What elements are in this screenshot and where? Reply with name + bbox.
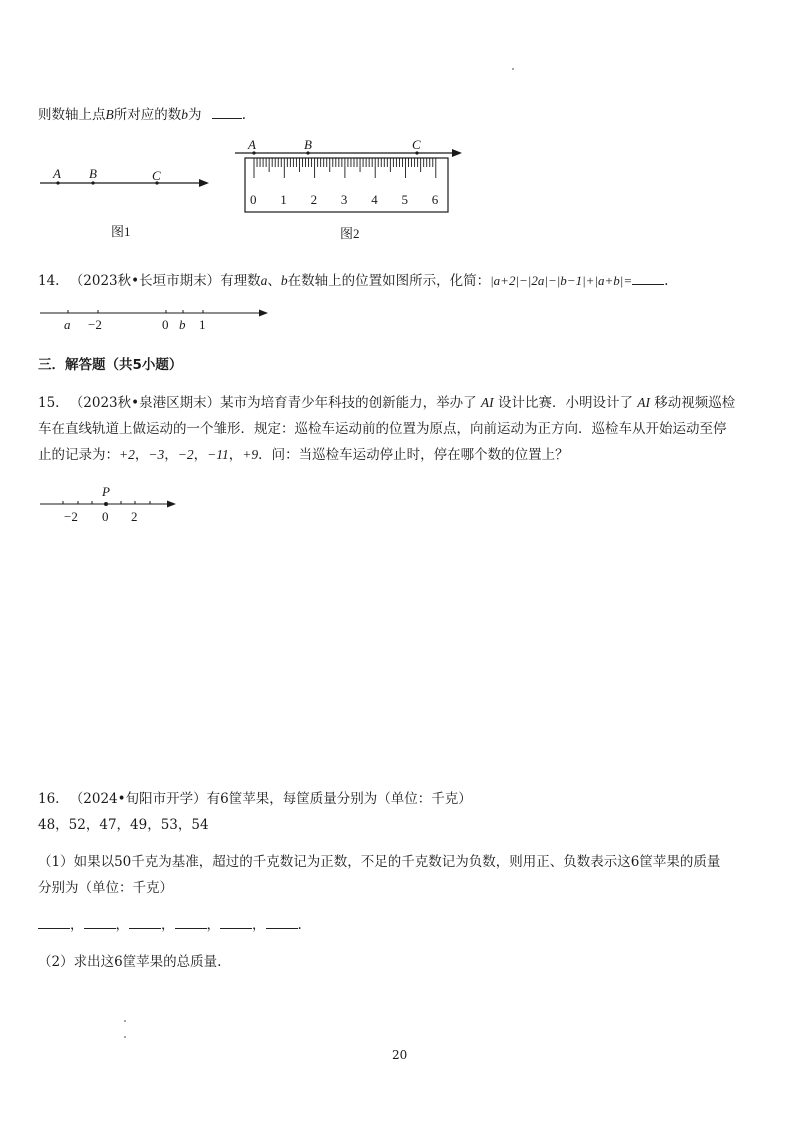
q14-var-b: b [280, 273, 288, 288]
q15-source: （2023秋•泉港区期末） [69, 395, 221, 411]
fig2-label-c: C [412, 137, 421, 152]
ruler-number: 6 [431, 192, 439, 207]
fig2-label-a: A [248, 137, 256, 152]
q13-point: B [105, 107, 114, 122]
q15-axis-p: P [102, 484, 110, 499]
q16-blank-2[interactable] [84, 916, 116, 929]
q16-source: （2024•旬阳市开学） [69, 791, 207, 807]
q16-blank-1[interactable] [38, 916, 70, 929]
q15-axis-0: 0 [102, 509, 109, 524]
q13-mid: 所对应的数 [113, 107, 182, 123]
q16-part1-line1: （1）如果以50千克为基准，超过的千克数记为正数，不足的千克数记为负数，则用正、负数表示这6筐苹果的质量 [38, 854, 721, 870]
ruler-number: 3 [340, 192, 348, 207]
q15-record-5: +9 [242, 447, 259, 462]
q15-record-4: −11 [207, 447, 229, 462]
q15-line-2: 车在直线轨道上做运动的一个雏形．规定：巡检车运动前的位置为原点，向前运动为正方向．巡检车从开始运动至停 [38, 421, 727, 437]
q15-record-2: −3 [148, 447, 165, 462]
q15-axis-neg2: −2 [64, 509, 78, 524]
q15-line1a: 某市为培育青少年科技的创新能力，举办了 [220, 395, 477, 411]
fig2-caption: 图2 [340, 226, 360, 241]
q15-line-3: 止的记录为：+2，−3，−2，−11，+9．问：当巡检车运动停止时，停在哪个数的位置上？ [38, 447, 569, 463]
q15-ai-1: AI [480, 395, 494, 410]
q13-end: . [241, 107, 247, 123]
q15-axis-2: 2 [131, 509, 138, 524]
page-number: 20 [392, 1048, 408, 1062]
q14-var-a: a [260, 273, 268, 288]
q14-text2: 在数轴上的位置如图所示，化简： [287, 273, 491, 289]
q14-axis-0: 0 [162, 317, 169, 332]
q14-axis-a: a [64, 317, 71, 332]
q15-record-3: −2 [177, 447, 194, 462]
fig1-label-c: C [152, 168, 161, 183]
fig1-label-b: B [89, 166, 97, 181]
fig1-label-a: A [53, 166, 61, 181]
q15-line1b: 设计比赛．小明设计了 [497, 395, 633, 411]
ruler-number: 1 [280, 192, 287, 207]
ruler-number: 5 [401, 192, 408, 207]
q14-text1: 有理数 [220, 273, 261, 289]
q15-line3b: ．问：当巡检车运动停止时，停在哪个数的位置上？ [258, 447, 569, 463]
q14-sep: 、 [267, 273, 281, 289]
q13-var: b [181, 107, 188, 122]
ruler-number: 4 [371, 192, 378, 207]
q16-number: 16. [38, 791, 60, 807]
q16-blank-3[interactable] [129, 916, 161, 929]
q15-line1c: 移动视频巡检 [654, 395, 736, 411]
q16-blank-4[interactable] [175, 916, 207, 929]
q15-number: 15. [38, 395, 60, 411]
q15-ai-2: AI [637, 395, 650, 410]
q15-point-p [104, 502, 108, 506]
q16-weights: 48，52，47，49，53，54 [38, 817, 209, 833]
ruler-number: 2 [310, 192, 318, 207]
q13-prefix: 则数轴上点 [38, 107, 106, 123]
q14-source: （2023秋•长垣市期末） [69, 273, 221, 289]
q14-axis-1: 1 [199, 317, 206, 332]
q16-intro: 有6筐苹果，每筐质量分别为（单位：千克） [206, 791, 472, 807]
q16-line-1 [38, 787, 472, 807]
q14-axis-b: b [179, 317, 186, 332]
q14-end: . [664, 273, 669, 289]
q16-part2: （2）求出这6筐苹果的总质量. [38, 954, 222, 970]
ruler-number: 0 [250, 192, 257, 207]
q15-record-1: +2 [119, 447, 135, 462]
q15-line3a: 止的记录为： [38, 447, 119, 463]
q16-blank-5[interactable] [220, 916, 252, 929]
q14-number: 14. [38, 273, 60, 289]
fig1-caption: 图1 [111, 224, 131, 239]
section-3-title: 三．解答题（共5小题） [38, 357, 183, 373]
q16-answer-blanks: ， ， ， ， ， . [38, 913, 302, 933]
q16-part1-line2: 分别为（单位：千克） [38, 880, 173, 896]
q16-blank-6[interactable] [266, 916, 298, 929]
fig2-label-b: B [304, 137, 312, 152]
q14-expression: |a+2|−|2a|−|b−1|+|a+b|= [490, 273, 633, 288]
q13-suffix: 为 [188, 107, 202, 123]
q14-axis-neg2: −2 [88, 317, 102, 332]
